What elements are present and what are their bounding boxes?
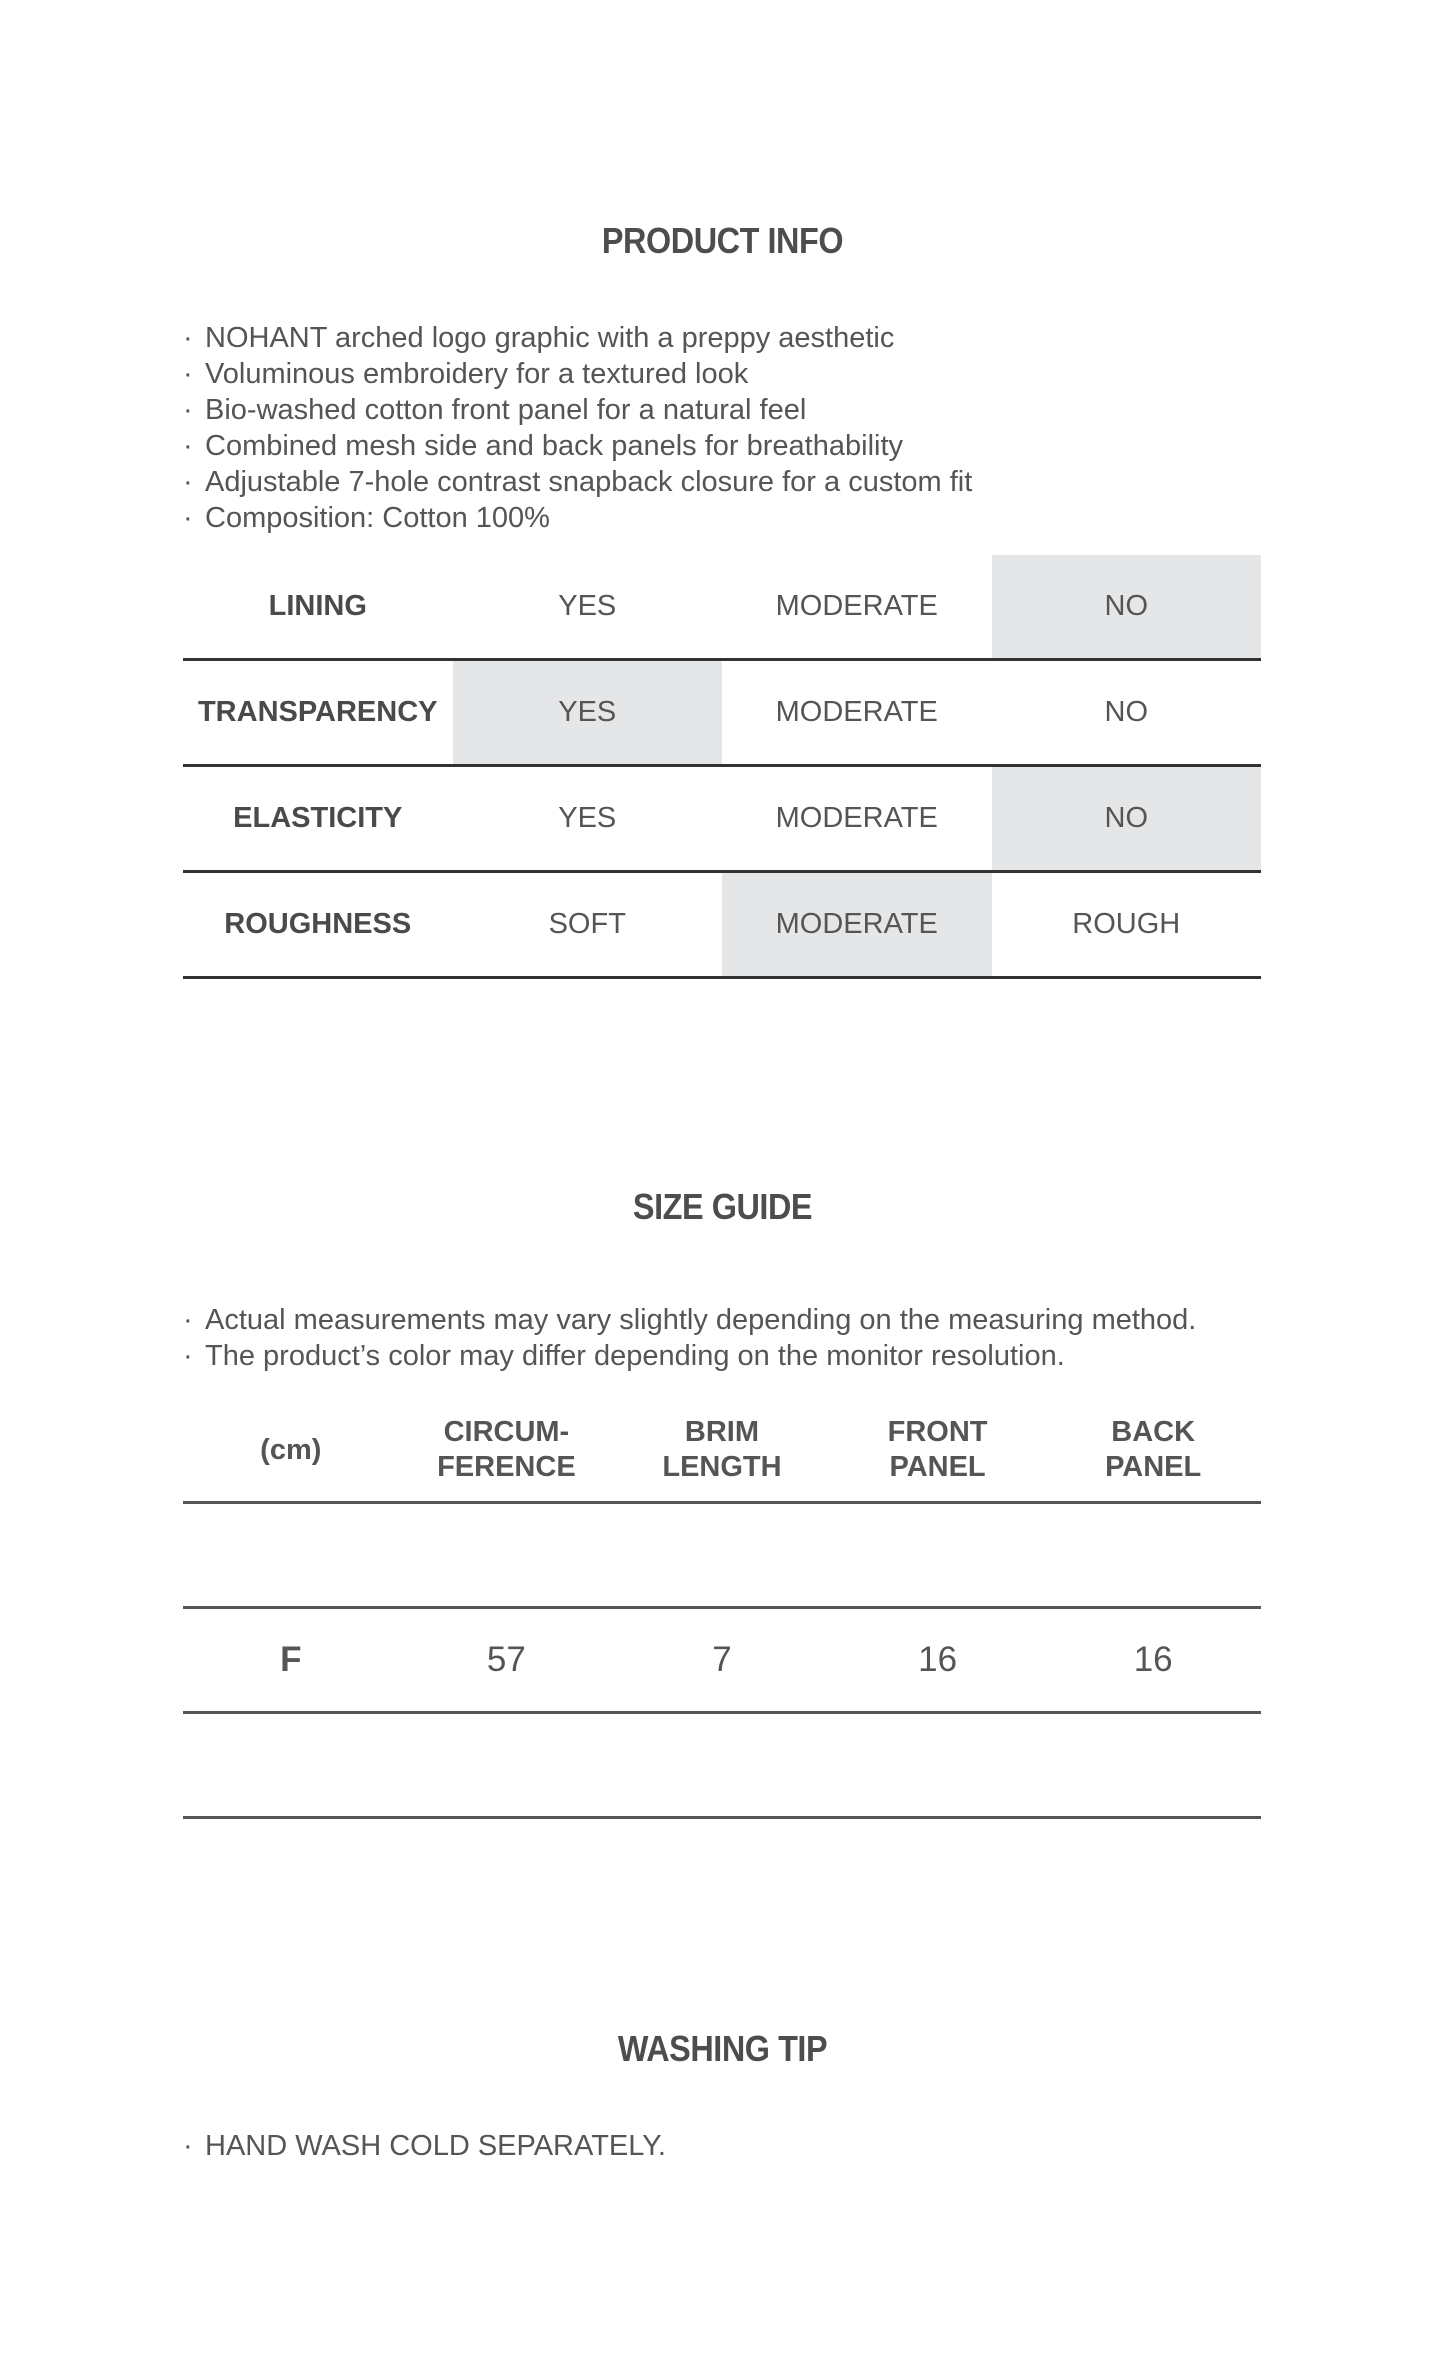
washing-tip-bullet [183,2128,666,2164]
size-cell [183,1713,399,1818]
attribute-row-transparency [183,660,1261,766]
size-table-header-row [183,1399,1261,1503]
size-table [183,1399,1261,1819]
bullet-text: Voluminous embroidery for a textured look [205,358,749,390]
bullet-text: NOHANT arched logo graphic with a preppy aesthetic [205,322,895,354]
size-guide-bullet [183,1338,1196,1374]
size-cell: 57 [399,1608,615,1713]
attribute-row-elasticity [183,766,1261,872]
attribute-option: MODERATE [722,766,992,872]
size-cell [399,1713,615,1818]
size-header-unit: (cm) [183,1399,399,1503]
size-guide-bullets [183,1302,1196,1374]
bullet-dot: · [183,322,193,354]
size-guide-bullet [183,1302,1196,1338]
bullet-dot: · [183,358,193,390]
size-cell: 16 [1045,1608,1261,1713]
size-cell: 16 [830,1608,1046,1713]
size-cell [183,1503,399,1608]
attribute-label: TRANSPARENCY [183,660,453,766]
size-cell [399,1503,615,1608]
size-header-front-panel: FRONT PANEL [830,1399,1046,1503]
attribute-option: MODERATE [722,872,992,978]
attribute-option: MODERATE [722,555,992,660]
size-header-brim-length: BRIM LENGTH [614,1399,830,1503]
product-info-bullets [183,320,972,536]
size-cell [830,1713,1046,1818]
size-cell: F [183,1608,399,1713]
attribute-option: NO [992,555,1262,660]
size-header-circumference: CIRCUM- FERENCE [399,1399,615,1503]
bullet-text: Combined mesh side and back panels for breathability [205,430,904,462]
attribute-row-roughness [183,872,1261,978]
product-info-bullet [183,356,972,392]
size-cell [1045,1713,1261,1818]
size-cell [1045,1503,1261,1608]
bullet-dot: · [183,394,193,426]
bullet-dot: · [183,1340,193,1372]
product-info-bullet [183,500,972,536]
attribute-option: SOFT [453,872,723,978]
table-row [183,1503,1261,1608]
washing-tip-title: WASHING TIP [617,2028,828,2069]
attribute-option: ROUGH [992,872,1262,978]
attribute-table [183,555,1261,979]
size-cell [614,1713,830,1818]
attribute-option: YES [453,766,723,872]
size-cell: 7 [614,1608,830,1713]
attribute-option: YES [453,660,723,766]
washing-tip-bullets [183,2128,666,2164]
size-cell [830,1503,1046,1608]
bullet-text: HAND WASH COLD SEPARATELY. [205,2130,666,2162]
bullet-dot: · [183,1304,193,1336]
bullet-dot: · [183,466,193,498]
attribute-label: ELASTICITY [183,766,453,872]
attribute-option: NO [992,660,1262,766]
bullet-dot: · [183,2130,193,2162]
bullet-text: Composition: Cotton 100% [205,502,550,534]
table-row [183,1608,1261,1713]
size-header-back-panel: BACK PANEL [1045,1399,1261,1503]
attribute-row-lining [183,555,1261,660]
attribute-option: YES [453,555,723,660]
product-info-bullet [183,428,972,464]
attribute-option: MODERATE [722,660,992,766]
bullet-text: Actual measurements may vary slightly depending on the measuring method. [205,1304,1197,1336]
product-info-bullet [183,464,972,500]
bullet-dot: · [183,430,193,462]
bullet-text: The product’s color may differ depending on the monitor resolution. [205,1340,1065,1372]
table-row [183,1713,1261,1818]
attribute-label: LINING [183,555,453,660]
bullet-text: Bio-washed cotton front panel for a natural feel [205,394,807,426]
product-info-title: PRODUCT INFO [601,220,844,261]
product-info-bullet [183,320,972,356]
size-guide-title: SIZE GUIDE [632,1186,813,1227]
product-info-bullet [183,392,972,428]
size-cell [614,1503,830,1608]
attribute-label: ROUGHNESS [183,872,453,978]
bullet-text: Adjustable 7-hole contrast snapback closure for a custom fit [205,466,973,498]
bullet-dot: · [183,502,193,534]
attribute-option: NO [992,766,1262,872]
